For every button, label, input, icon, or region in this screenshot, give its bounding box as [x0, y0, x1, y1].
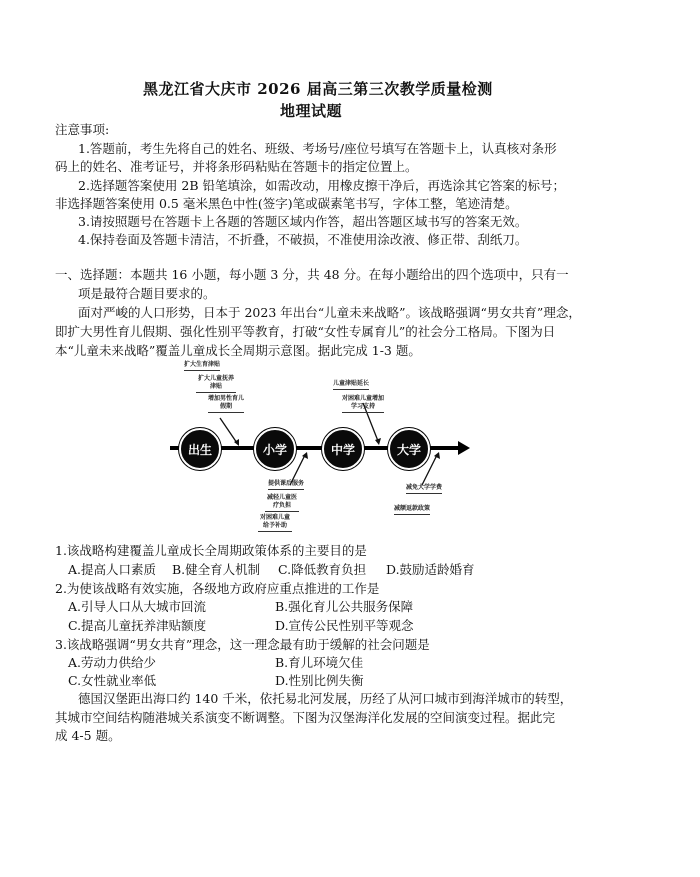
passage2-line: 成 4-5 题。 — [55, 728, 121, 743]
label-text: 对困难儿童给予补助 — [259, 514, 290, 529]
node-label: 出生 — [187, 442, 212, 457]
label-paternity-leave — [208, 395, 244, 413]
node-primary-school — [254, 428, 296, 470]
passage2-line: 其城市空间结构随港城关系演变不断调整。下图为汉堡海洋化发展的空间演变过程。据此完 — [55, 710, 556, 725]
node-university — [388, 428, 430, 470]
question-2-option-b[interactable]: B.强化育儿公共服务保障 — [275, 599, 414, 614]
exam-subtitle: 地理试题 — [280, 102, 343, 120]
node-label: 大学 — [396, 442, 421, 457]
label-repayment-policy: 减额返款政策 — [394, 505, 430, 515]
notice-item: 非选择题答案使用 0.5 毫米黑色中性(签字)笔或碳素笔书写，字体工整，笔迹清楚。 — [55, 196, 518, 211]
question-3-option-c[interactable]: C.女性就业率低 — [68, 673, 157, 688]
notice-heading: 注意事项: — [55, 122, 110, 137]
question-1-stem: 1.该战略构建覆盖儿童成长全周期政策体系的主要目的是 — [55, 543, 367, 558]
node-label: 中学 — [330, 442, 355, 457]
section-heading: 一、选择题：本题共 16 小题，每小题 3 分，共 48 分。在每小题给出的四个选项中，只有一 — [55, 267, 569, 282]
label-tuition-waiver: 减免大学学费 — [406, 484, 442, 494]
question-2-stem: 2.为使该战略有效实施，各级地方政府应重点推进的工作是 — [55, 581, 380, 596]
question-1-option-a[interactable]: A.提高人口素质 — [68, 562, 157, 577]
notice-item: 码上的姓名、准考证号，并将条形码粘贴在答题卡的指定位置上。 — [55, 159, 418, 174]
question-3-option-d[interactable]: D.性别比例失衡 — [275, 673, 364, 688]
question-2-option-a[interactable]: A.引导人口从大城市回流 — [68, 599, 207, 614]
passage-line: 即扩大男性育儿假期、强化性别平等教育，打破“女性专属育儿”的社会分工格局。下图为日 — [55, 324, 556, 339]
exam-title: 黑龙江省大庆市 2026 届高三第三次教学质量检测 — [143, 80, 493, 98]
passage2-line: 德国汉堡距出海口约 140 千米，依托易北河发展，历经了从河口城市到海洋城市的转型， — [78, 691, 573, 706]
question-3-stem: 3.该战略强调“男女共育”理念，这一理念最有助于缓解的社会问题是 — [55, 637, 430, 652]
node-label: 小学 — [262, 442, 287, 457]
label-text: 扩大儿童抚养津贴 — [197, 375, 234, 390]
question-2-option-d[interactable]: D.宣传公民性别平等观念 — [275, 618, 414, 633]
label-text: 增加男性育儿假期 — [208, 395, 245, 410]
label-after-school: 提供课后服务 — [268, 480, 304, 490]
lifecycle-diagram — [170, 355, 480, 530]
label-learning-support — [342, 395, 384, 413]
passage-line: 面对严峻的人口形势，日本于 2023 年出台“儿童未来战略”。该战略强调“男女共育”理念， — [78, 305, 581, 320]
label-medical-burden — [265, 494, 299, 512]
label-allowance-extended: 儿童津贴延长 — [333, 380, 369, 390]
question-3-option-b[interactable]: B.育儿环境欠佳 — [275, 655, 364, 670]
notice-item: 2.选择题答案使用 2B 铅笔填涂，如需改动，用橡皮擦干净后，再选涂其它答案的标号； — [78, 178, 566, 193]
label-birth-allowance: 扩大生育津贴 — [184, 361, 220, 371]
question-1-option-c[interactable]: C.降低教育负担 — [278, 562, 367, 577]
section-heading-cont: 项是最符合题目要求的。 — [78, 286, 216, 301]
notice-item: 3.请按照题号在答题卡上各题的答题区域内作答，超出答题区域书写的答案无效。 — [78, 214, 528, 229]
notice-item: 4.保持卷面及答题卡清洁，不折叠，不破损，不准使用涂改液、修正带、刮纸刀。 — [78, 232, 528, 247]
question-1-option-d[interactable]: D.鼓励适龄婚育 — [386, 562, 475, 577]
label-subsidy — [258, 514, 292, 532]
node-middle-school — [322, 428, 364, 470]
question-2-option-c[interactable]: C.提高儿童抚养津贴额度 — [68, 618, 207, 633]
notice-item: 1.答题前，考生先将自己的姓名、班级、考场号/座位号填写在答题卡上，认真核对条形 — [78, 141, 557, 156]
passage-line: 本“儿童未来战略”覆盖儿童成长全周期示意图。据此完成 1-3 题。 — [55, 343, 421, 358]
question-3-option-a[interactable]: A.劳动力供给少 — [68, 655, 157, 670]
question-1-option-b[interactable]: B.健全育人机制 — [172, 562, 261, 577]
label-child-allowance — [196, 375, 236, 393]
label-text: 对困难儿童增加学习支持 — [342, 395, 385, 410]
node-birth — [179, 428, 221, 470]
label-text: 减轻儿童医疗负担 — [266, 494, 297, 509]
